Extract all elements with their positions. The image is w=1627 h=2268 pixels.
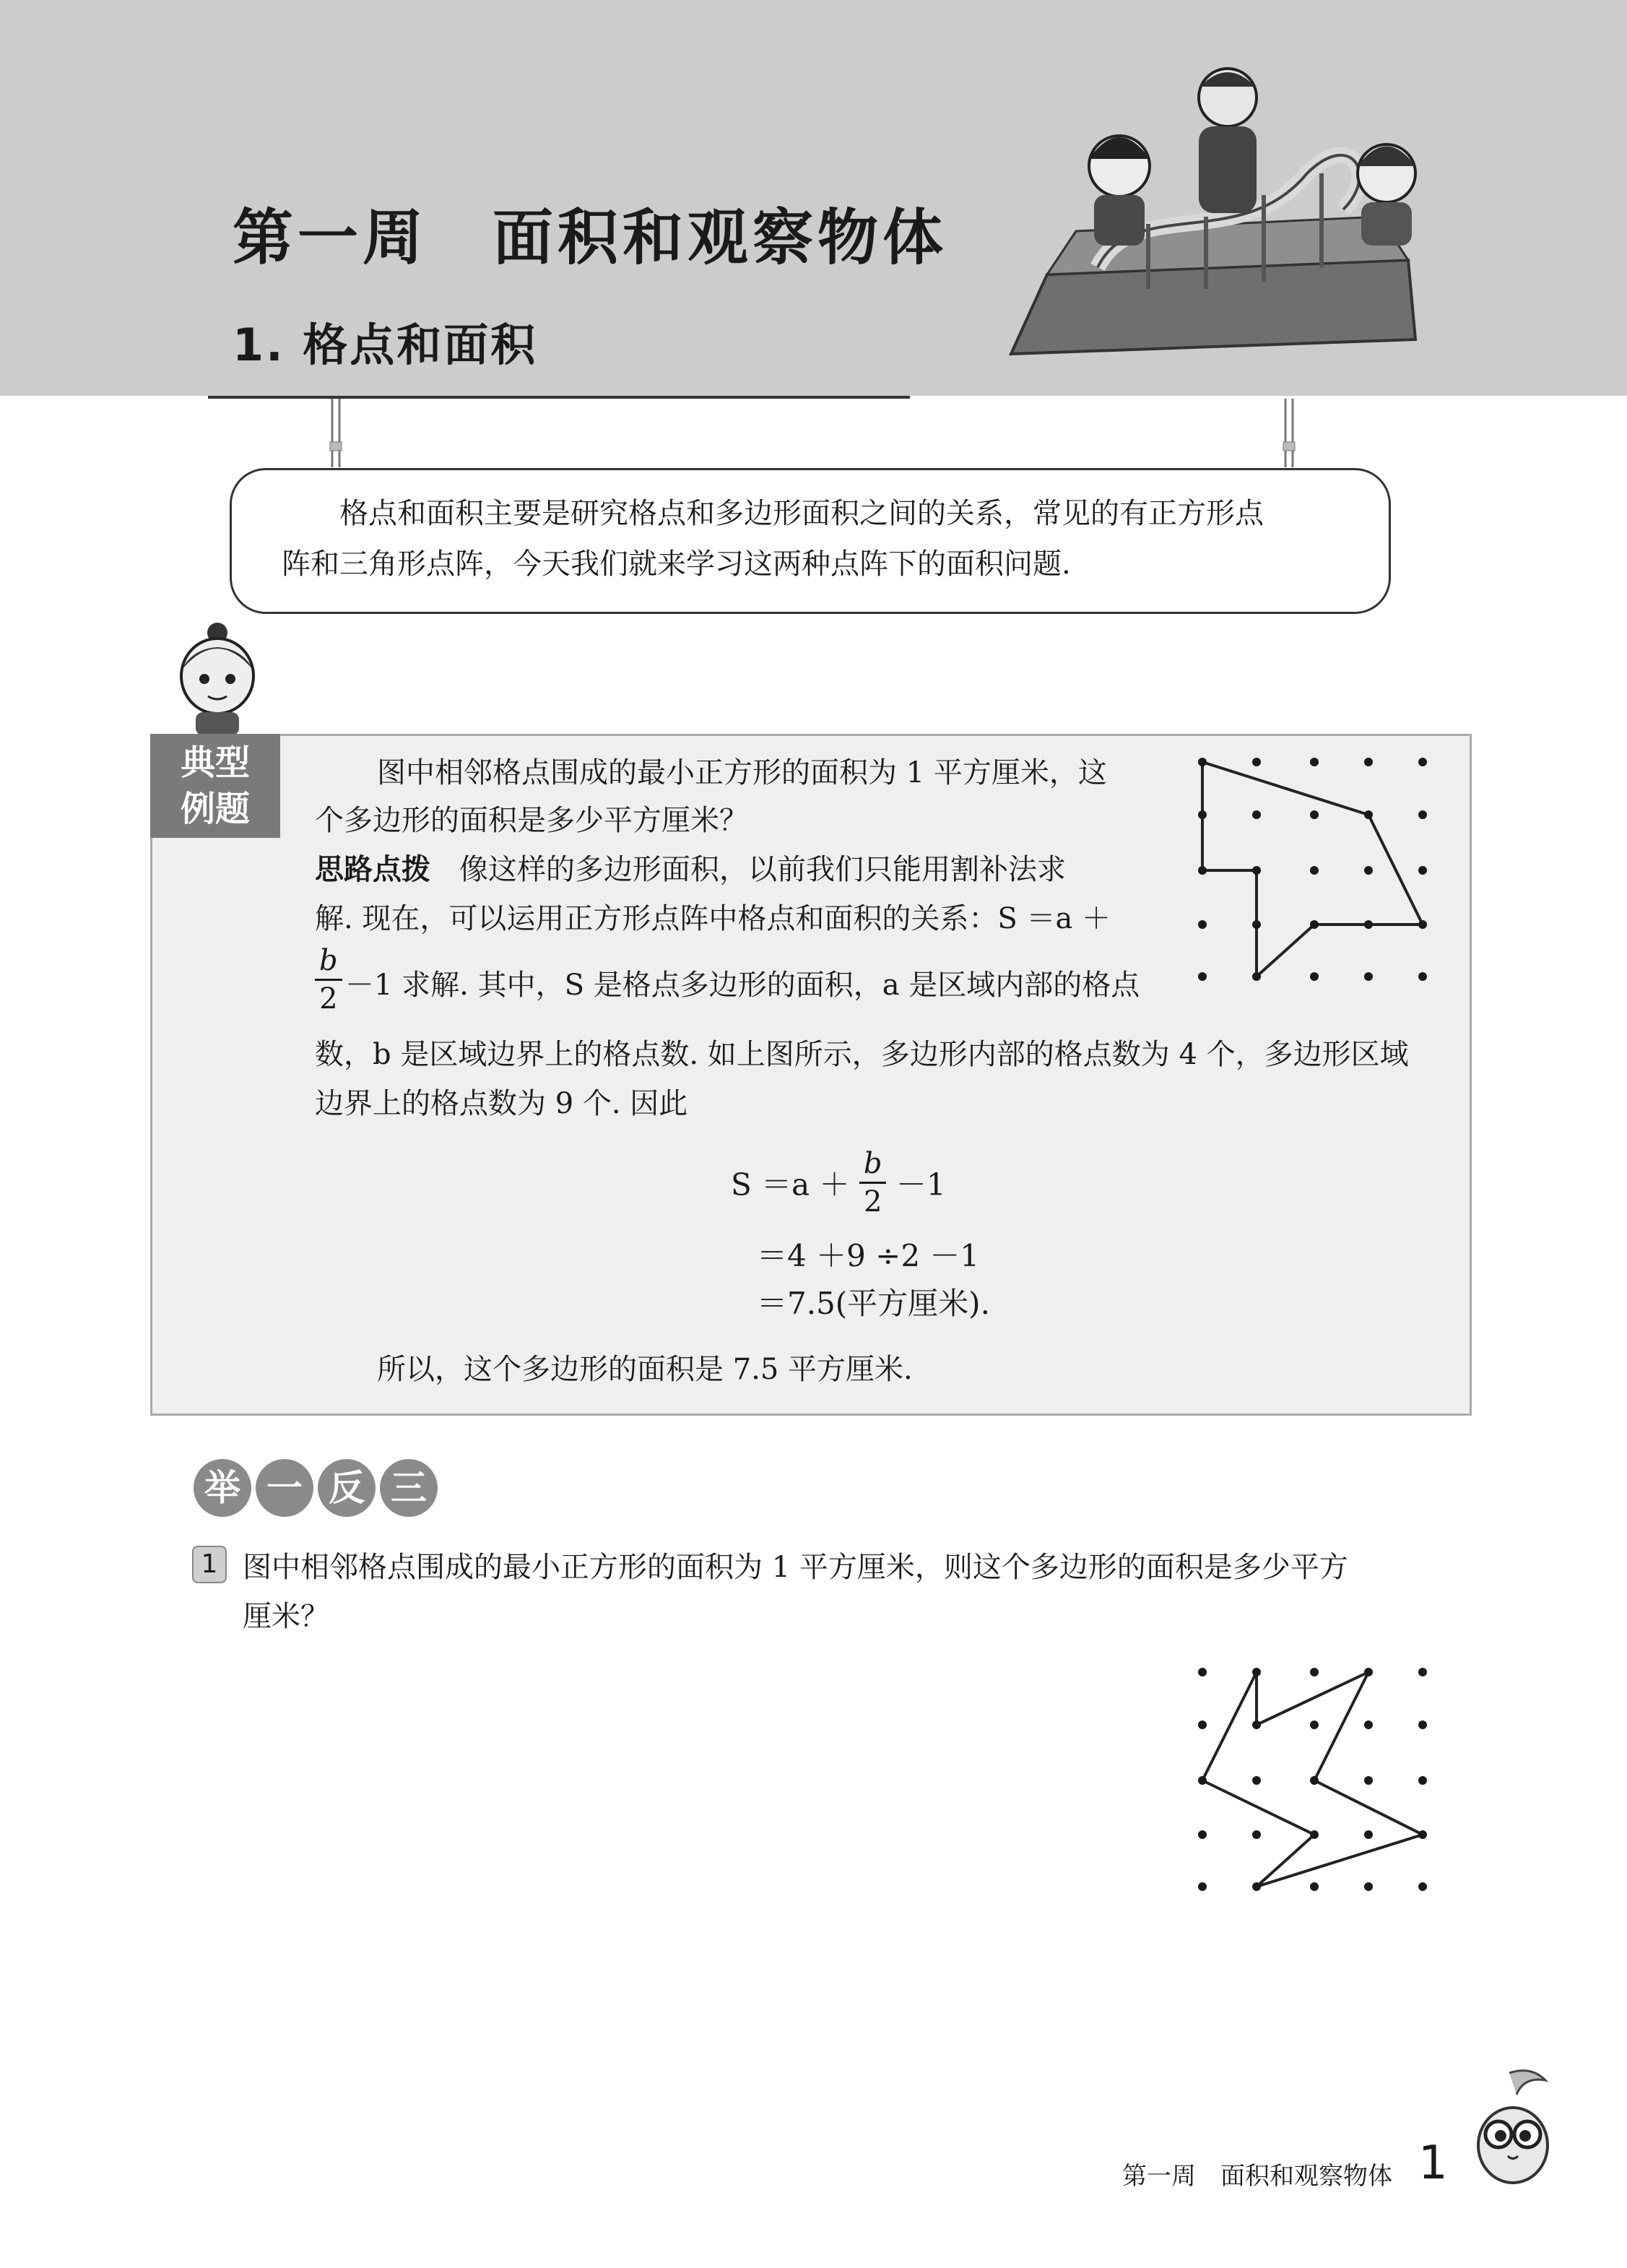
hint-line-1: 像这样的多边形面积，以前我们只能用割补法求 bbox=[459, 853, 1066, 886]
practice-problem-number: 1 bbox=[192, 1546, 227, 1583]
formula-line-1 bbox=[731, 1146, 946, 1220]
hint-fraction bbox=[315, 943, 342, 1017]
formula-fraction-numerator: b bbox=[859, 1146, 887, 1184]
example-tag bbox=[150, 734, 280, 838]
formula-fraction bbox=[859, 1146, 887, 1220]
badge-char-1: 举 bbox=[194, 1459, 251, 1517]
hint-line-5: 边界上的格点数为 9 个. 因此 bbox=[315, 1087, 688, 1120]
example-problem-line-1: 图中相邻格点围成的最小正方形的面积为 1 平方厘米，这 bbox=[377, 756, 1107, 789]
example-tag-line-1: 典型 bbox=[180, 743, 250, 783]
practice-problem-line-1: 图中相邻格点围成的最小正方形的面积为 1 平方厘米，则这个多边形的面积是多少平方 bbox=[243, 1551, 1348, 1584]
header-illustration bbox=[1004, 51, 1423, 361]
grid-dots bbox=[1198, 1668, 1427, 1891]
hint-line-4: 数，b 是区域边界上的格点数. 如上图所示，多边形内部的格点数为 4 个，多边形区域 bbox=[315, 1038, 1409, 1071]
hint-fraction-numerator: b bbox=[315, 943, 342, 981]
formula-line-3: ＝7.5(平方厘米). bbox=[757, 1286, 990, 1321]
formula-tail: －1 bbox=[895, 1167, 946, 1203]
page-number: 1 bbox=[1418, 2137, 1448, 2190]
formula-lhs: S ＝a ＋ bbox=[731, 1167, 850, 1203]
header-rule bbox=[208, 396, 910, 399]
left-hanger bbox=[329, 399, 343, 471]
badge-char-2: 一 bbox=[256, 1459, 313, 1517]
practice-dot-grid bbox=[1184, 1654, 1437, 1907]
example-problem-line-2: 个多边形的面积是多少平方厘米？ bbox=[315, 804, 748, 837]
hint-label: 思路点拨 bbox=[315, 853, 430, 886]
badge-char-3: 反 bbox=[318, 1459, 376, 1517]
intro-line-1: 格点和面积主要是研究格点和多边形面积之间的关系，常见的有正方形点 bbox=[339, 497, 1264, 530]
example-dot-grid bbox=[1184, 744, 1437, 997]
chapter-title: 第一周 面积和观察物体 bbox=[233, 202, 948, 273]
right-hanger bbox=[1282, 399, 1296, 471]
intro-line-2: 阵和三角形点阵，今天我们就来学习这两种点阵下的面积问题. bbox=[282, 547, 1071, 581]
hint-line-2: 解. 现在，可以运用正方形点阵中格点和面积的关系：S ＝a ＋ bbox=[315, 902, 1111, 935]
formula-line-2: ＝4 ＋9 ÷2 －1 bbox=[757, 1238, 980, 1273]
section-title: 1. 格点和面积 bbox=[233, 319, 538, 371]
example-tag-line-2: 例题 bbox=[180, 789, 250, 829]
footer-text: 第一周 面积和观察物体 bbox=[1122, 2162, 1392, 2191]
owl-mascot bbox=[1466, 2066, 1560, 2189]
practice-problem-line-2: 厘米？ bbox=[243, 1600, 329, 1633]
formula-fraction-denominator: 2 bbox=[863, 1185, 882, 1219]
example-conclusion: 所以，这个多边形的面积是 7.5 平方厘米. bbox=[377, 1353, 913, 1386]
hint-line-3: －1 求解. 其中，S 是格点多边形的面积，a 是区域内部的格点 bbox=[345, 969, 1140, 1002]
badge-char-4: 三 bbox=[380, 1459, 438, 1517]
hint-fraction-denominator: 2 bbox=[319, 982, 338, 1016]
girl-mascot bbox=[170, 620, 264, 735]
